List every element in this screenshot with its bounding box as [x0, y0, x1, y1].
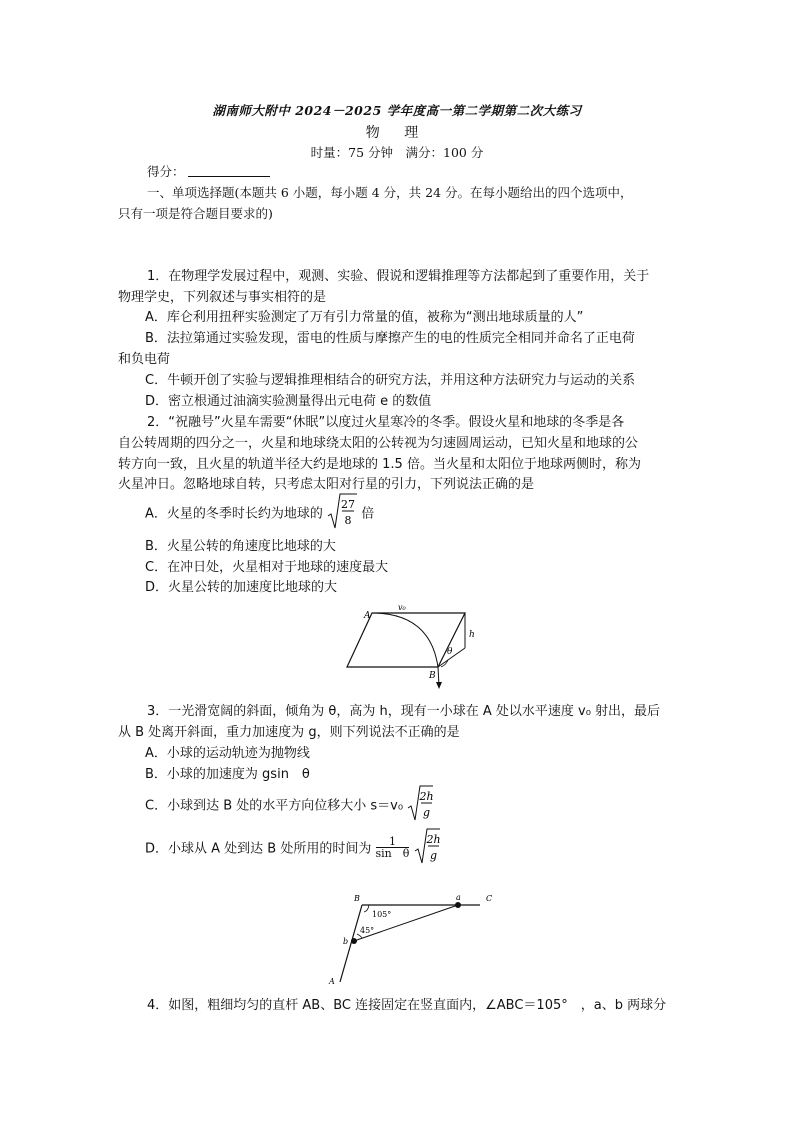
label-ball-a: a: [456, 893, 461, 902]
section-instruction-line1: 一、单项选择题(本题共 6 小题，每小题 4 分，共 24 分。在每小题给出的四个选项中，: [147, 185, 633, 200]
q3-option-c-text: C．小球到达 B 处的水平方向位移大小 s＝v₀: [145, 798, 404, 814]
q3-option-d: [145, 827, 440, 867]
q1-option-b-line2: 和负电荷: [118, 352, 171, 367]
label-v0: v₀: [398, 603, 406, 612]
label-ball-b: b: [343, 937, 349, 946]
q1-option-c: C．牛顿开创了实验与逻辑推理相结合的研究方法，并用这种方法研究力与运动的关系: [145, 373, 636, 388]
fraction-1-over-sin: [376, 836, 410, 859]
q1-option-d: D．密立根通过油滴实验测量得出元电荷 e 的数值: [145, 394, 432, 409]
label-angle-45: 45°: [360, 926, 375, 935]
q2-option-a-text: A．火星的冬季时长约为地球的: [145, 506, 323, 522]
q2-option-a: [145, 492, 374, 532]
figure-inclined-plane: [340, 598, 490, 693]
q1-option-a: A．库仑利用扭秤实验测定了万有引力常量的值，被称为“测出地球质量的人”: [145, 310, 584, 325]
fraction-numerator: 1: [376, 836, 410, 848]
q2-stem-line4: 火星冲日。忽略地球自转，只考虑太阳对行星的引力，下列说法正确的是: [118, 477, 535, 492]
q4-stem-line1: 4．如图，粗细均匀的直杆 AB、BC 连接固定在竖直面内，∠ABC＝105° ，a、b 两球分: [147, 998, 667, 1013]
subject-title: 物 理: [365, 125, 429, 141]
q2-stem-line3: 转方向一致，且火星的轨道半径大约是地球的 1.5 倍。当火星和太阳位于地球两侧时，称为: [118, 457, 641, 472]
ball-a: [455, 902, 461, 908]
sqrt-symbol: [327, 492, 357, 532]
q3-option-b: B．小球的加速度为 gsin θ: [145, 767, 310, 782]
label-height: h: [469, 630, 475, 640]
q2-stem-line2: 自公转周期的四分之一，火星和地球绕太阳的公转视为匀速圆周运动，已知火星和地球的公: [118, 436, 639, 451]
figure-rods: [320, 888, 510, 988]
angle-arc-105: [364, 905, 369, 912]
label-theta: θ: [447, 647, 453, 657]
fraction-numerator: 2h: [419, 790, 434, 803]
q2-option-c: C．在冲日处，火星相对于地球的速度最大: [145, 560, 389, 575]
arrowhead-icon: [436, 682, 442, 689]
q1-option-b-line1: B．法拉第通过实验发现，雷电的性质与摩擦产生的电的性质完全相同并命名了正电荷: [145, 331, 635, 346]
q2-stem-line1: 2．“祝融号”火星车需要“休眠”以度过火星寒冷的冬季。假设火星和地球的冬季是各: [147, 415, 625, 430]
sqrt-symbol: [414, 827, 440, 867]
score-blank-line: [188, 176, 270, 177]
fraction-denominator: g: [423, 806, 431, 819]
fraction-numerator: 27: [341, 498, 356, 511]
fraction-denominator: g: [429, 849, 437, 862]
label-point-b: B: [429, 671, 436, 681]
section-instruction-line2: 只有一项是符合题目要求的): [118, 206, 273, 221]
incline-outline: [347, 613, 465, 667]
label-point-b: B: [354, 894, 360, 903]
q2-option-a-suffix: 倍: [361, 506, 375, 522]
q3-stem-line2: 从 B 处离开斜面，重力加速度为 g，则下列说法不正确的是: [118, 725, 460, 740]
q3-option-d-text: D．小球从 A 处到达 B 处所用的时间为: [145, 841, 372, 857]
sqrt-symbol: [407, 784, 433, 824]
q3-option-c: [145, 784, 433, 824]
ball-b: [351, 938, 357, 944]
q1-stem-line1: 1．在物理学发展过程中，观测、实验、假说和逻辑推理等方法都起到了重要作用，关于: [147, 269, 650, 284]
q3-option-a: A．小球的运动轨迹为抛物线: [145, 746, 310, 761]
label-angle-105: 105°: [372, 910, 392, 919]
q2-option-d: D．火星公转的加速度比地球的大: [145, 580, 338, 595]
exam-meta: 时量：75 分钟 满分：100 分: [310, 145, 484, 160]
q3-stem-line1: 3．一光滑宽阔的斜面，倾角为 θ，高为 h，现有一小球在 A 处以水平速度 v₀ 射出，最后: [147, 704, 661, 719]
trajectory-curve: [372, 613, 438, 667]
fraction-numerator: 2h: [425, 833, 440, 846]
score-label: 得分：: [147, 164, 185, 179]
fraction-denominator: 8: [344, 514, 352, 527]
connecting-line: [354, 905, 458, 941]
label-point-c: C: [486, 894, 493, 903]
label-point-a: A: [329, 977, 335, 986]
q1-stem-line2: 物理学史，下列叙述与事实相符的是: [118, 290, 327, 305]
label-point-a: A: [364, 611, 371, 621]
fraction-denominator: sin θ: [375, 846, 410, 860]
exam-title: 湖南师大附中 2024－2025 学年度高一第二学期第二次大练习: [212, 103, 582, 118]
q2-option-b: B．火星公转的角速度比地球的大: [145, 539, 336, 554]
